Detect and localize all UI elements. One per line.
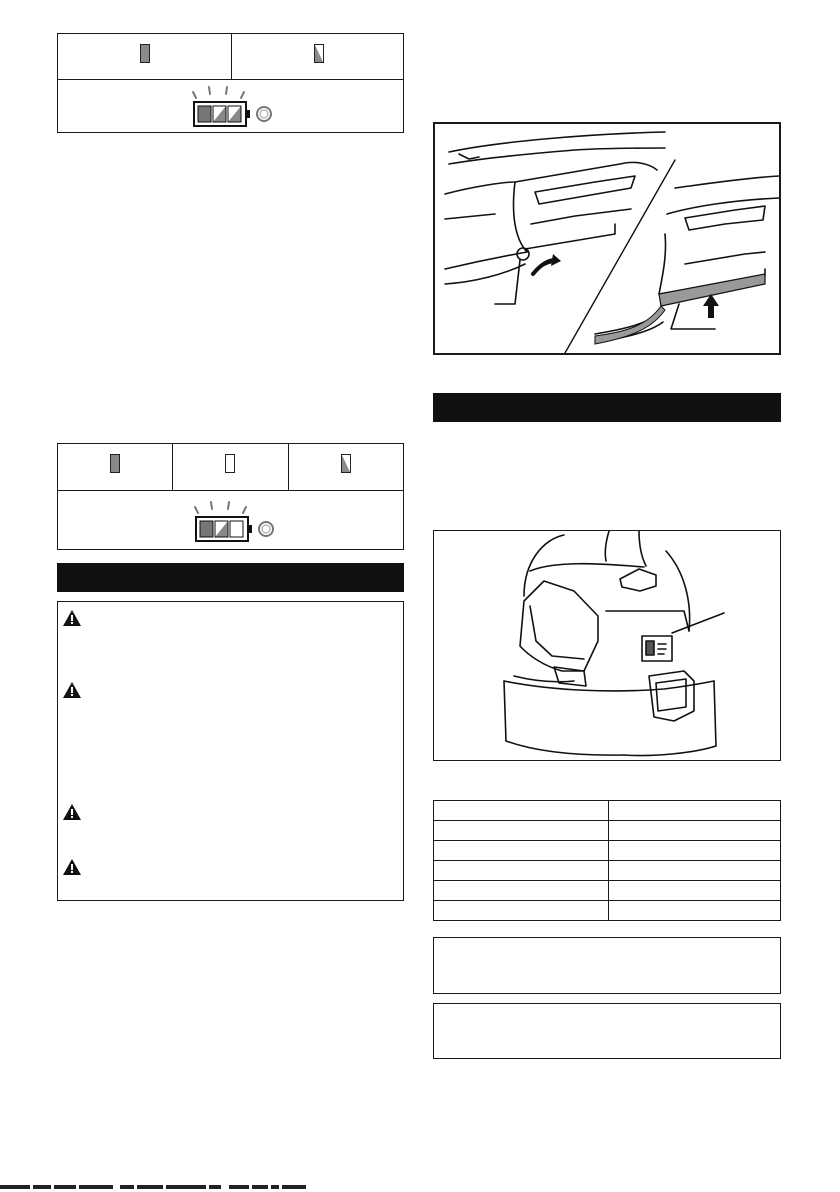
switch-figure — [433, 530, 781, 761]
warning-icon — [63, 804, 81, 820]
indicator-table-2 — [57, 443, 404, 550]
tool-hook-drawing — [435, 124, 779, 353]
lamp-on-icon — [110, 454, 120, 473]
warning-icon — [63, 859, 81, 875]
battery-indicator-icon — [186, 84, 276, 130]
lamp-off-icon — [225, 454, 235, 473]
battery-indicator-icon — [188, 499, 278, 545]
table-row — [434, 821, 781, 841]
spec-table — [433, 800, 781, 921]
lamp-on-icon — [140, 44, 150, 63]
table-row — [434, 841, 781, 861]
lamp-blinking-icon — [314, 44, 324, 63]
section-heading-bar — [57, 563, 404, 592]
note-box — [433, 937, 781, 994]
hook-figure — [433, 122, 781, 355]
tool-base-drawing — [434, 531, 780, 760]
warning-icon — [63, 682, 81, 698]
indicator-table-1 — [57, 33, 404, 133]
note-box — [433, 1003, 781, 1059]
table-row — [434, 801, 781, 821]
warning-box — [57, 601, 404, 901]
table-row — [434, 861, 781, 881]
lamp-blinking-icon — [341, 454, 351, 473]
table-row — [434, 881, 781, 901]
warning-icon — [63, 610, 81, 626]
section-heading-bar — [433, 393, 781, 422]
table-row — [434, 901, 781, 921]
footer-strip — [0, 1185, 840, 1192]
